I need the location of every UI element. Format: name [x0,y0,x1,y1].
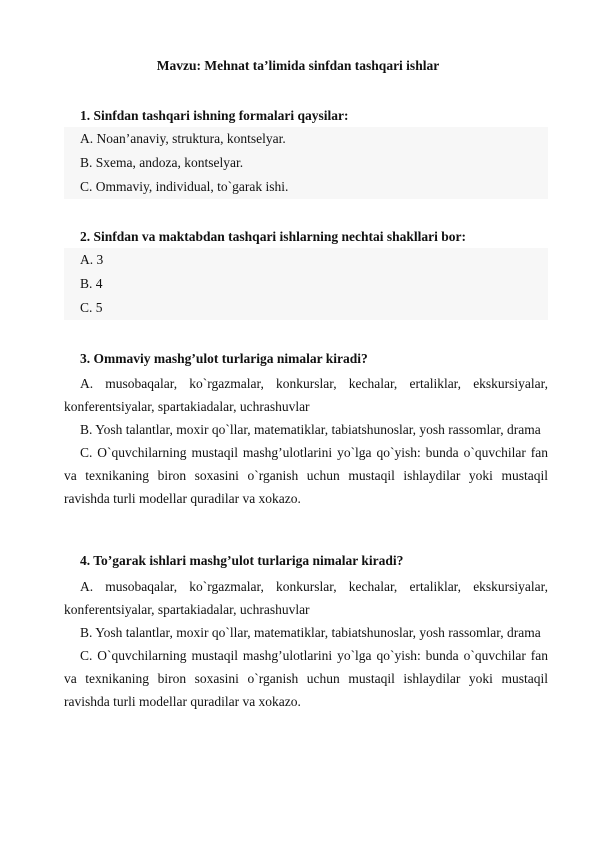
question-3-option-b: B. Yosh talantlar, moxir qo`llar, matematiklar, tabiatshunoslar, yosh rassomlar, drama [80,422,541,437]
question-3-option-a: A. musobaqalar, ko`rgazmalar, konkurslar, kechalar, ertaliklar, ekskursiyalar, konferentsiyalar, spartakiadalar, uchrashuvlar [64,376,548,414]
question-4-option-b: B. Yosh talantlar, moxir qo`llar, matematiklar, tabiatshunoslar, yosh rassomlar, drama [80,625,541,640]
question-2-option-b: B. 4 [64,272,548,296]
question-1-option-c: C. Ommaviy, individual, to`garak ishi. [64,175,548,199]
question-2-text: 2. Sinfdan va maktabdan tashqari ishlarning nechtai shakllari bor: [80,229,466,244]
question-1-text: 1. Sinfdan tashqari ishning formalari qaysilar: [80,108,349,123]
question-4 [64,550,548,572]
question-3-option-c: C. O`quvchilarning mustaqil mashg’ulotlarini yo`lga qo`yish: bunda o`quvchilar fan va texnikaning biron soxasini o`rganish uchun mustaqil ishlaydilar yoki mustaqil ravishda turli modellar quradilar va xokazo. [64,445,548,506]
question-2 [64,226,548,320]
question-1-option-a: A. Noan’anaviy, struktura, kontselyar. [64,127,548,151]
question-4-text: 4. To’garak ishlari mashg’ulot turlariga nimalar kiradi? [80,553,404,568]
question-1 [64,105,548,199]
question-2-option-a: A. 3 [64,248,548,272]
question-1-option-b: B. Sxema, andoza, kontselyar. [64,151,548,175]
question-2-option-c: C. 5 [64,296,548,320]
question-4-option-c: C. O`quvchilarning mustaqil mashg’ulotlarini yo`lga qo`yish: bunda o`quvchilar fan va texnikaning biron soxasini o`rganish uchun mustaqil ishlaydilar yoki mustaqil ravishda turli modellar quradilar va xokazo. [64,648,548,709]
question-4-option-a: A. musobaqalar, ko`rgazmalar, konkurslar, kechalar, ertaliklar, ekskursiyalar, konferentsiyalar, spartakiadalar, uchrashuvlar [64,579,548,617]
question-3-text: 3. Ommaviy mashg’ulot turlariga nimalar kiradi? [80,351,368,366]
question-3 [64,348,548,370]
page-title: Mavzu: Mehnat ta’limida sinfdan tashqari ishlar [156,58,440,73]
